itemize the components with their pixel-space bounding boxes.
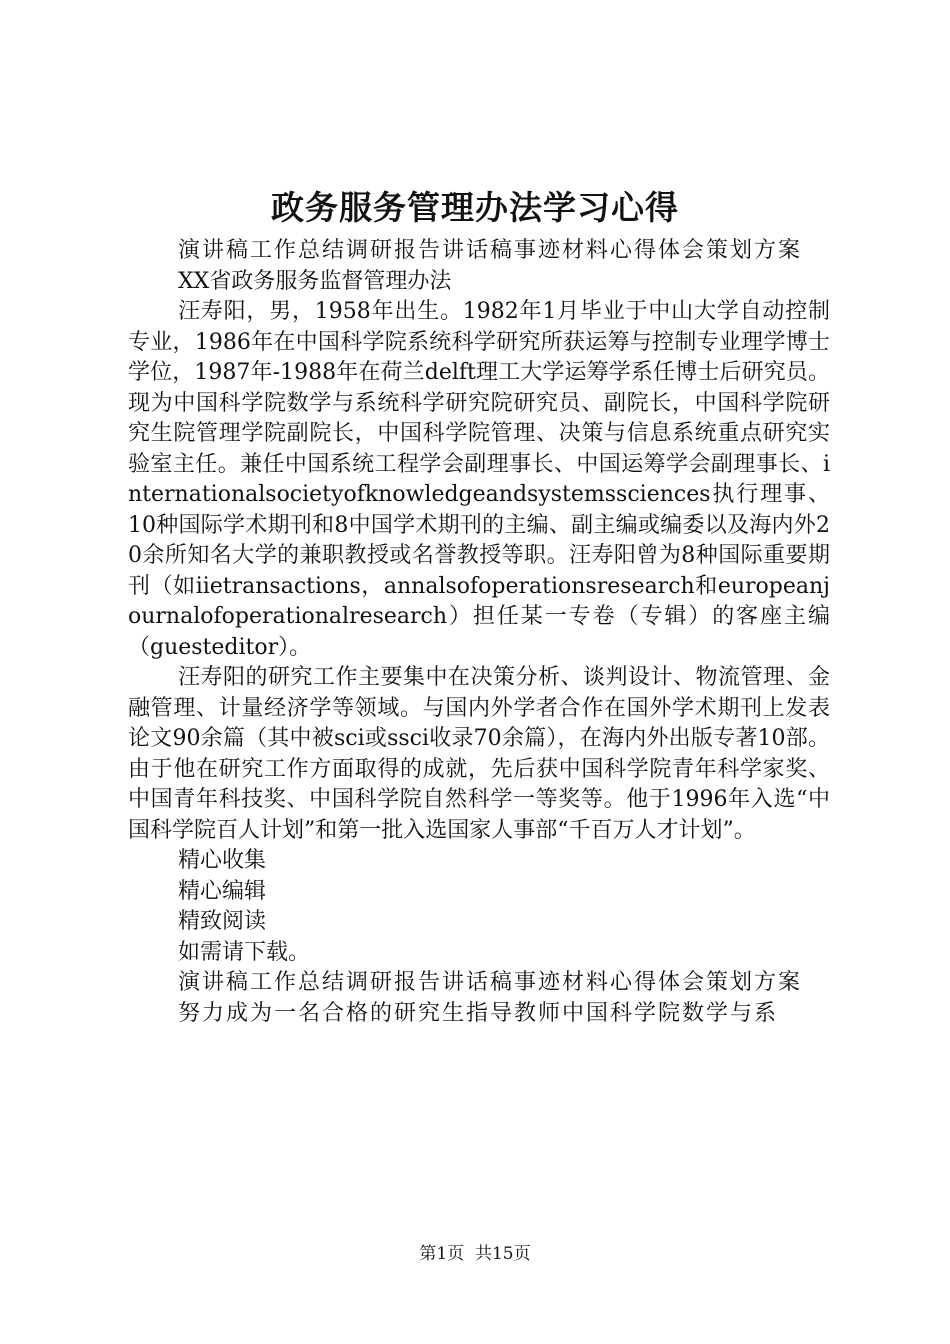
paragraph-closing: 努力成为一名合格的研究生指导教师中国科学院数学与系 — [178, 1000, 779, 1026]
document-title: 政务服务管理办法学习心得 — [271, 188, 679, 227]
paragraph-biography: 汪寿阳，男，1958年出生。1982年1月毕业于中山大学自动控制专业，1986年在中国科学院系统科学研究所获运筹与控制专业理学博士学位，1987年-1988年在荷兰delft理工大学运筹学系任博士后研究员。现为中国科学院数学与系统科学研究院研究员、副院长，中国科学院研究生院管理学院副院长，中国科学院管理、决策与信息系统重点研究实验室主任。兼任中国系统工程学会副理事长、中国运筹学会副理事长、internationalsocietyofknowledgeandsystemssciences执行理事、10种国际学术期刊和8中国学术期刊的主编、副主编或编委以及海内外20余所知名大学的兼职教授或名誉教授等职。汪寿阳曾为8种国际重要期刊（如iietransactions，annalsofoperationsresearch和europeanjournalofoperationalresearch）担任某一专卷（专辑）的客座主编（guesteditor）。 — [128, 299, 830, 660]
paragraph-header-2: 演讲稿工作总结调研报告讲话稿事迹材料心得体会策划方案 — [178, 970, 803, 995]
paragraph-note-4: 如需请下载。 — [178, 939, 311, 965]
paragraph-note-3: 精致阅读 — [178, 909, 267, 934]
paragraph-research: 汪寿阳的研究工作主要集中在决策分析、谈判设计、物流管理、金融管理、计量经济学等领域。与国内外学者合作在国外学术期刊上发表论文90余篇（其中被sci或ssci收录70余篇），在海内外出版专著10部。由于他在研究工作方面取得的成就，先后获中国科学院青年科学家奖、中国青年科技奖、中国科学院自然科学一等奖等。他于1996年入选“中国科学院百人计划”和第一批入选国家人事部“千百万人才计划”。 — [128, 665, 830, 843]
paragraph-regulation-title: XX省政务服务监督管理办法 — [178, 268, 452, 294]
document-body — [128, 236, 830, 1029]
paragraph-note-1: 精心收集 — [178, 848, 267, 873]
paragraph-note-2: 精心编辑 — [178, 878, 267, 904]
paragraph-header-1: 演讲稿工作总结调研报告讲话稿事迹材料心得体会策划方案 — [178, 238, 803, 263]
page-number: 第1页 共15页 — [419, 1244, 531, 1264]
